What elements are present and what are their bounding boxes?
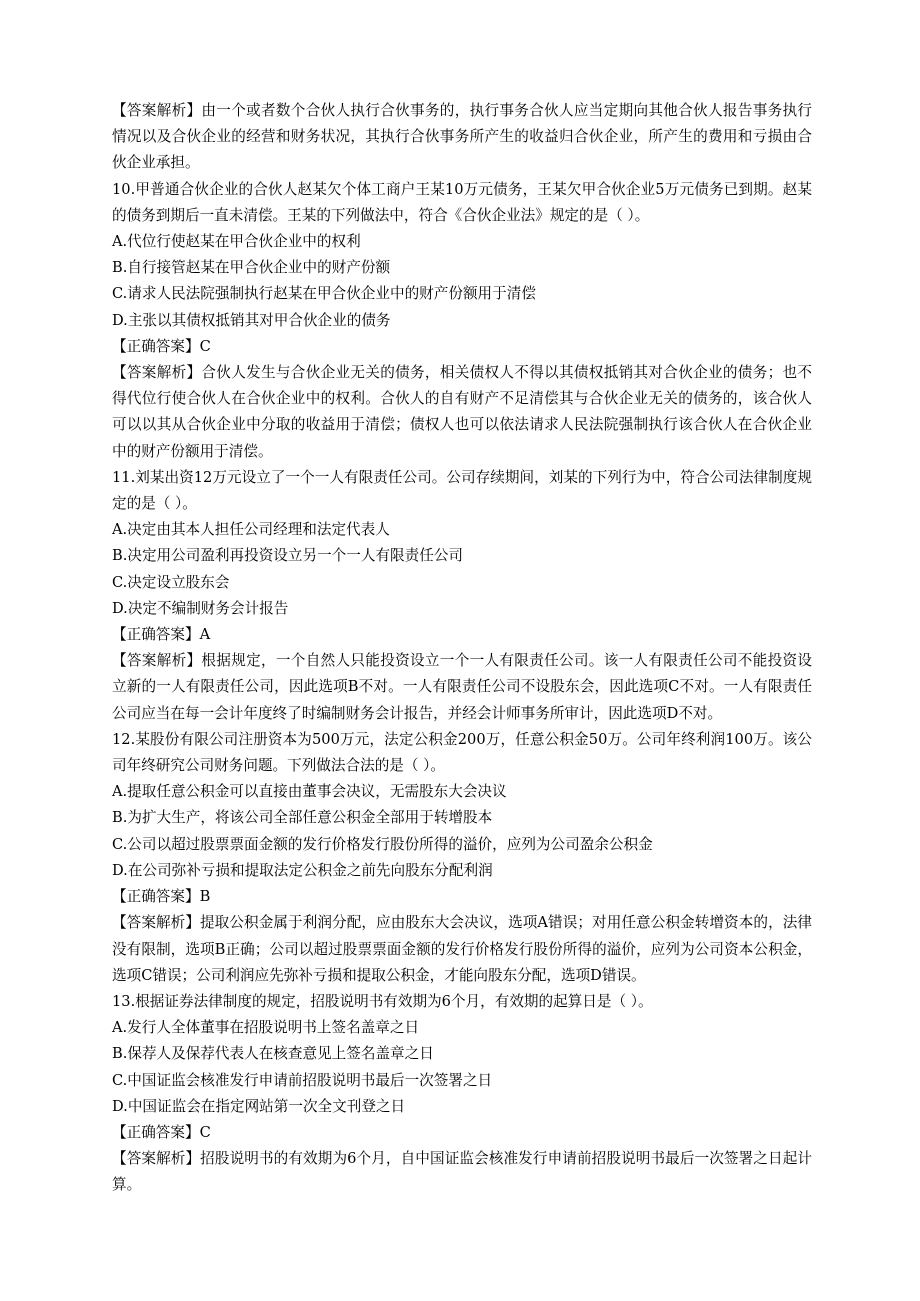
answer-explanation [112, 98, 812, 177]
option-text: B.自行接管赵某在甲合伙企业中的财产份额 [112, 259, 391, 277]
option-a [112, 779, 812, 805]
option-text: A.代位行使赵某在甲合伙企业中的权利 [112, 233, 361, 251]
question-text: 12.某股份有限公司注册资本为500万元，法定公积金200万，任意公积金50万。公司年终利润100万。该公司年终研究公司财务问题。下列做法合法的是（ ）。 [112, 730, 812, 775]
option-text: D.中国证监会在指定网站第一次全文刊登之日 [112, 1097, 406, 1115]
option-d [112, 1094, 812, 1120]
option-c [112, 1068, 812, 1094]
question-text: 11.刘某出资12万元设立了一个一人有限责任公司。公司存续期间，刘某的下列行为中，符合公司法律制度规定的是（ ）。 [112, 468, 812, 513]
answer-explanation [112, 1146, 812, 1198]
option-text: C.决定设立股东会 [112, 573, 230, 591]
option-text: C.公司以超过股票票面金额的发行价格发行股份所得的溢价，应列为公司盈余公积金 [112, 835, 653, 853]
answer-explanation [112, 910, 812, 989]
option-d [112, 596, 812, 622]
option-text: A.提取任意公积金可以直接由董事会决议，无需股东大会决议 [112, 783, 507, 801]
option-text: D.决定不编制财务会计报告 [112, 599, 289, 617]
explanation-text: 【答案解析】合伙人发生与合伙企业无关的债务，相关债权人不得以其债权抵销其对合伙企业的债务；也不得代位行使合伙人在合伙企业中的权利。合伙人的自有财产不足清偿其与合伙企业无关的债务的，该合伙人可以以其从合伙企业中分取的收益用于清偿；债权人也可以依法请求人民法院强制执行该合伙人在合伙企业中的财产份额用于清偿。 [112, 364, 812, 460]
answer-text: 【正确答案】C [112, 337, 211, 355]
option-text: C.请求人民法院强制执行赵某在甲合伙企业中的财产份额用于清偿 [112, 285, 536, 303]
option-a [112, 229, 812, 255]
answer-text: 【正确答案】B [112, 888, 211, 906]
document-page [112, 98, 812, 1199]
option-text: C.中国证监会核准发行申请前招股说明书最后一次签署之日 [112, 1071, 493, 1089]
option-text: D.主张以其债权抵销其对甲合伙企业的债务 [112, 311, 391, 329]
option-d [112, 308, 812, 334]
option-b [112, 543, 812, 569]
option-a [112, 517, 812, 543]
option-text: B.决定用公司盈利再投资设立另一个一人有限责任公司 [112, 547, 464, 565]
correct-answer [112, 884, 812, 910]
question-10 [112, 177, 812, 229]
answer-explanation [112, 648, 812, 727]
option-b [112, 805, 812, 831]
explanation-text: 【答案解析】根据规定，一个自然人只能投资设立一个一人有限责任公司。该一人有限责任公司不能投资设立新的一人有限责任公司，因此选项B不对。一人有限责任公司不设股东会，因此选项C不对。一人有限责任公司应当在每一会计年度终了时编制财务会计报告，并经会计师事务所审计，因此选项D不对。 [112, 652, 812, 722]
answer-text: 【正确答案】C [112, 1123, 211, 1141]
option-text: D.在公司弥补亏损和提取法定公积金之前先向股东分配利润 [112, 861, 493, 879]
option-a [112, 1015, 812, 1041]
option-c [112, 570, 812, 596]
option-b [112, 1041, 812, 1067]
answer-explanation [112, 360, 812, 465]
option-text: B.为扩大生产，将该公司全部任意公积金全部用于转增股本 [112, 809, 493, 827]
explanation-text: 【答案解析】招股说明书的有效期为6个月，自中国证监会核准发行申请前招股说明书最后一次签署之日起计算。 [112, 1150, 812, 1194]
question-12 [112, 727, 812, 779]
explanation-text: 【答案解析】由一个或者数个合伙人执行合伙事务的，执行事务合伙人应当定期向其他合伙人报告事务执行情况以及合伙企业的经营和财务状况，其执行合伙事务所产生的收益归合伙企业，所产生的费用和亏损由合伙企业承担。 [112, 102, 812, 172]
correct-answer [112, 334, 812, 360]
option-b [112, 255, 812, 281]
question-text: 13.根据证券法律制度的规定，招股说明书有效期为6个月，有效期的起算日是（ ）。 [112, 992, 653, 1010]
question-11 [112, 465, 812, 517]
option-c [112, 832, 812, 858]
option-text: A.决定由其本人担任公司经理和法定代表人 [112, 521, 390, 539]
option-d [112, 858, 812, 884]
question-text: 10.甲普通合伙企业的合伙人赵某欠个体工商户王某10万元债务，王某欠甲合伙企业5万元债务已到期。赵某的债务到期后一直未清偿。王某的下列做法中，符合《合伙企业法》规定的是（ ）。 [112, 180, 812, 224]
option-c [112, 281, 812, 307]
correct-answer [112, 1120, 812, 1146]
explanation-text: 【答案解析】提取公积金属于利润分配，应由股东大会决议，选项A错误；对用任意公积金转增资本的，法律没有限制，选项B正确；公司以超过股票票面金额的发行价格发行股份所得的溢价，应列为公司资本公积金，选项C错误；公司利润应先弥补亏损和提取公积金，才能向股东分配，选项D错误。 [112, 914, 812, 984]
option-text: B.保荐人及保荐代表人在核查意见上签名盖章之日 [112, 1045, 434, 1063]
question-13 [112, 989, 812, 1015]
answer-text: 【正确答案】A [112, 626, 211, 644]
option-text: A.发行人全体董事在招股说明书上签名盖章之日 [112, 1019, 420, 1037]
correct-answer [112, 622, 812, 648]
